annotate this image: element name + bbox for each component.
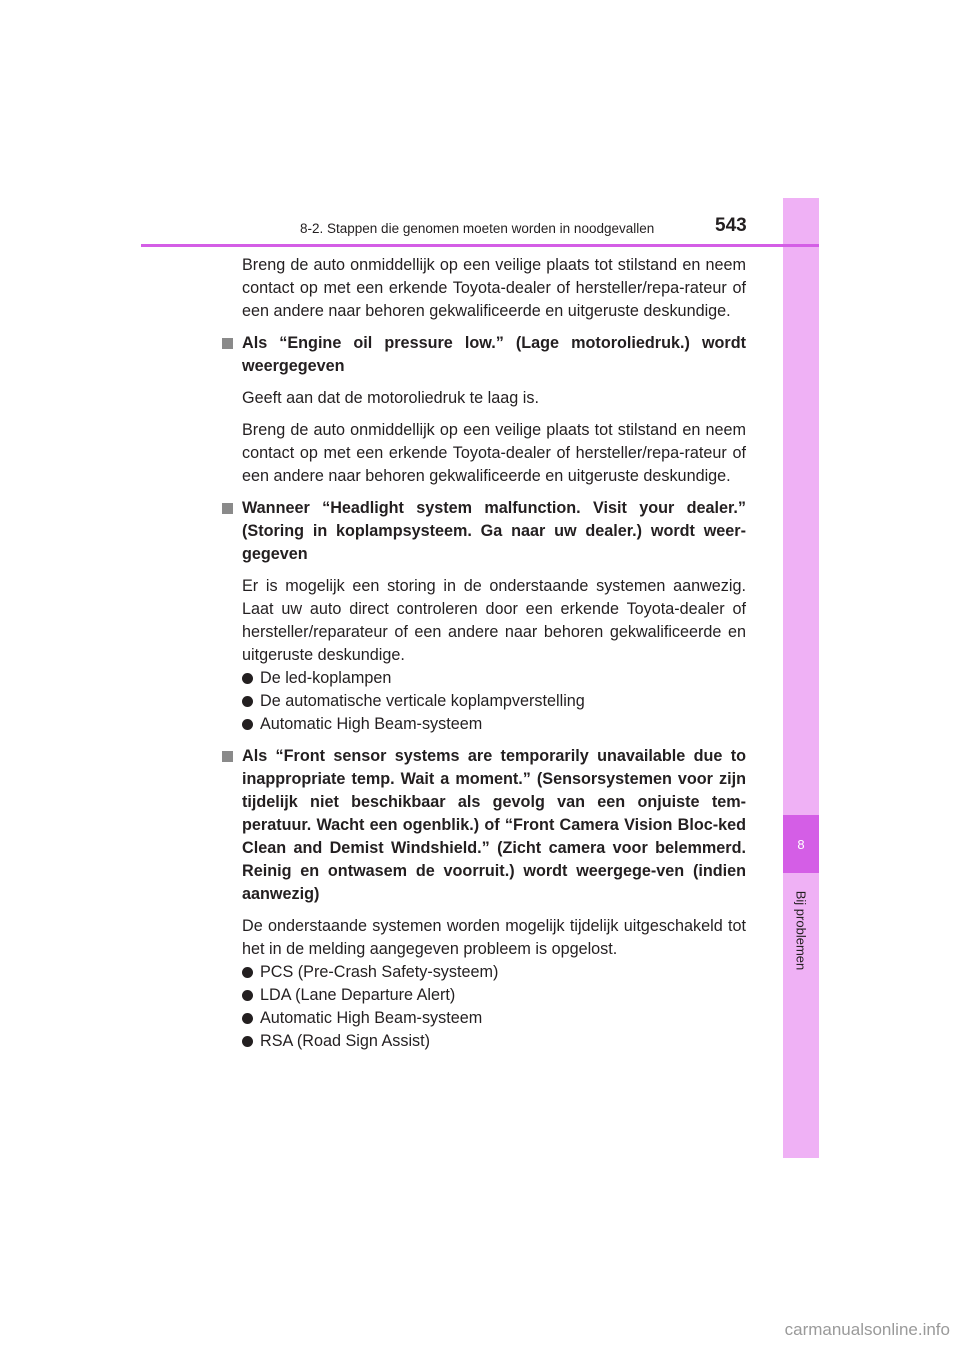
chapter-label-container bbox=[783, 880, 819, 980]
square-bullet-icon bbox=[222, 751, 233, 762]
intro-paragraph: Breng de auto onmiddellijk op een veilige plaats tot stilstand en neem contact op met een erkende Toyota-dealer of hersteller/repa-rateur of een andere naar behoren gekwalificeerde en uitgeruste deskundige. bbox=[242, 256, 746, 320]
paragraph: Geeft aan dat de motoroliedruk te laag is. bbox=[242, 389, 539, 407]
page-number: 543 bbox=[715, 215, 747, 236]
chapter-tab[interactable] bbox=[783, 815, 819, 873]
list-item: Automatic High Beam-systeem bbox=[242, 713, 746, 736]
bullet-list bbox=[222, 961, 746, 1053]
section-heading: Wanneer “Headlight system malfunction. Visit your dealer.” (Storing in koplampsysteem. Ga naar uw dealer.) wordt weer-gegeven bbox=[242, 497, 746, 566]
list-item: Automatic High Beam-systeem bbox=[242, 1007, 746, 1030]
list-item: PCS (Pre-Crash Safety-systeem) bbox=[242, 961, 746, 984]
circle-bullet-icon bbox=[242, 967, 253, 978]
header-rule bbox=[141, 244, 819, 247]
circle-bullet-icon bbox=[242, 1013, 253, 1024]
list-item: RSA (Road Sign Assist) bbox=[242, 1030, 746, 1053]
section-heading: Als “Engine oil pressure low.” (Lage motoroliedruk.) wordt weergegeven bbox=[242, 332, 746, 378]
square-bullet-icon bbox=[222, 503, 233, 514]
page-content bbox=[222, 254, 746, 1062]
watermark: carmanualsonline.info bbox=[784, 1320, 950, 1339]
list-item: LDA (Lane Departure Alert) bbox=[242, 984, 746, 1007]
header-section-title: 8-2. Stappen die genomen moeten worden in noodgevallen bbox=[300, 221, 655, 236]
chapter-label: Bij problemen bbox=[793, 890, 809, 970]
circle-bullet-icon bbox=[242, 673, 253, 684]
square-bullet-icon bbox=[222, 338, 233, 349]
list-item: De automatische verticale koplampverstelling bbox=[242, 690, 746, 713]
section-heading: Als “Front sensor systems are temporarily unavailable due to inappropriate temp. Wait a moment.” (Sensorsystemen voor zijn tijdelijk niet beschikbaar als gevolg van een onjuiste tem-peratuur. Wacht een ogenblik.) of “Front Camera Vision Bloc-ked Clean and Demist Windshield.” (Zicht camera voor belemmerd. Reinig en ontwasem de voorruit.) wordt weergege-ven (indien aanwezig) bbox=[242, 745, 746, 906]
bullet-list bbox=[222, 667, 746, 736]
circle-bullet-icon bbox=[242, 1036, 253, 1047]
paragraph: De onderstaande systemen worden mogelijk tijdelijk uitgeschakeld tot het in de melding aangegeven probleem is opgelost. bbox=[242, 917, 746, 958]
chapter-number: 8 bbox=[797, 836, 805, 852]
circle-bullet-icon bbox=[242, 696, 253, 707]
list-item: De led-koplampen bbox=[242, 667, 746, 690]
side-bar bbox=[783, 198, 819, 1158]
paragraph: Breng de auto onmiddellijk op een veilige plaats tot stilstand en neem contact op met een erkende Toyota-dealer of hersteller/repa-rateur of een andere naar behoren gekwalificeerde en uitgeruste deskundige. bbox=[242, 421, 746, 485]
paragraph: Er is mogelijk een storing in de onderstaande systemen aanwezig. Laat uw auto direct controleren door een erkende Toyota-dealer of hersteller/reparateur of een andere naar behoren gekwalificeerde en uitgeruste deskundige. bbox=[242, 577, 746, 664]
circle-bullet-icon bbox=[242, 719, 253, 730]
circle-bullet-icon bbox=[242, 990, 253, 1001]
